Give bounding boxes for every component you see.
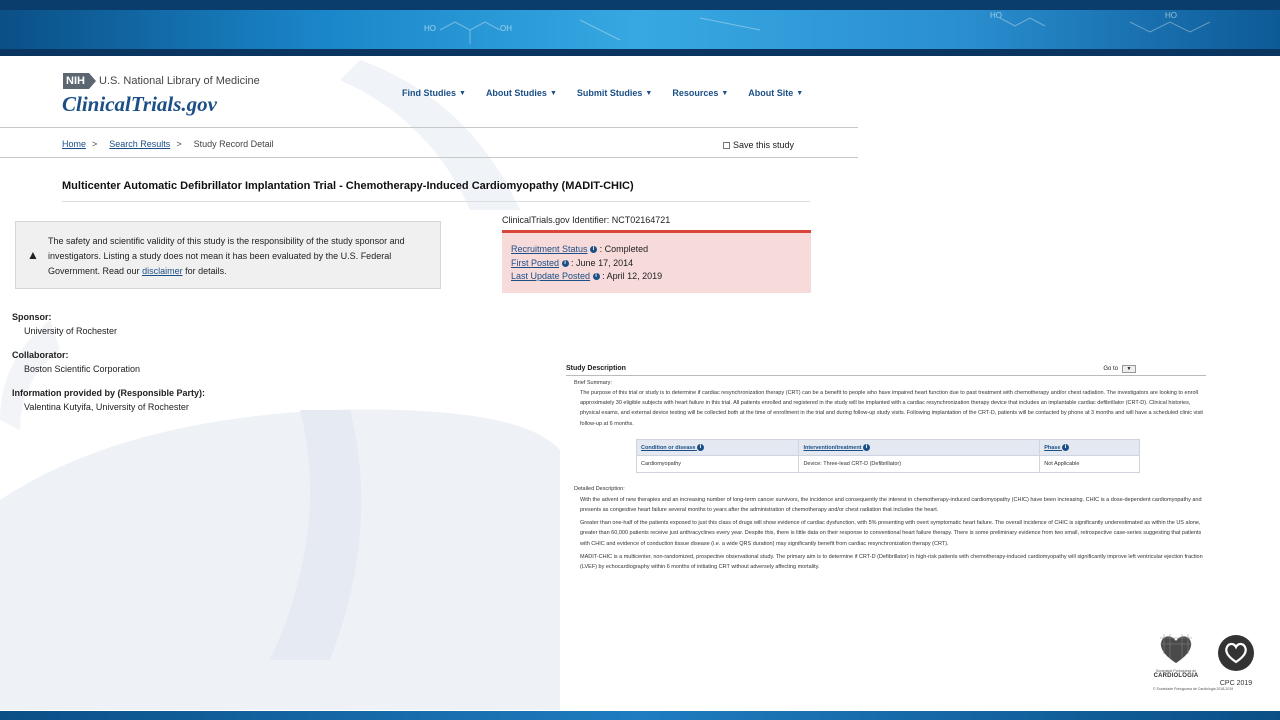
study-description — [566, 365, 1206, 572]
divider — [0, 127, 858, 128]
main-nav — [402, 88, 803, 98]
banner-text: OH — [500, 24, 512, 33]
caret-down-icon: ▼ — [645, 89, 653, 97]
bottom-bar — [0, 711, 1280, 720]
first-posted-row — [511, 257, 811, 271]
banner-text: HO — [424, 24, 436, 33]
sponsor-label: Sponsor: — [12, 312, 52, 322]
last-update-value: : April 12, 2019 — [602, 271, 663, 281]
cell-intervention: Device: Three-lead CRT-D (Defibrillator) — [799, 455, 1040, 472]
warning-icon: ▲ — [27, 248, 39, 262]
table-header-row — [637, 439, 1140, 455]
col-label: Phase — [1044, 444, 1061, 451]
recruitment-status-link[interactable]: Recruitment Status — [511, 244, 588, 254]
disclaimer-link[interactable]: disclaimer — [142, 266, 183, 276]
last-update-link[interactable]: Last Update Posted — [511, 271, 591, 281]
divider — [62, 201, 810, 202]
breadcrumb-separator: > — [176, 139, 182, 149]
sponsor-info — [12, 312, 205, 412]
nav-find-studies[interactable] — [402, 88, 466, 98]
save-study[interactable] — [723, 140, 794, 150]
info-icon[interactable]: i — [863, 444, 870, 451]
detailed-paragraph: Greater than one-half of the patients exposed to just this class of drugs will show evidence of cardiac dysfunction, with 5% presenting with overt symptomatic heart failure. The overall incidence of CHIC is significantly underestimated as within the US alone, greater than 60,000 patients receive just anthracyclines every year. Despite this, there is little data on their response to conventional heart failure therapy. There is some preliminary evidence from two small, retrospective case-series suggesting that patients with CHIC and evidence of conduction tissue disease (i.e. a wide QRS duration) may significantly benefit from cardiac resynchronization therapy (CRT). — [580, 520, 1202, 547]
nav-submit-studies[interactable] — [577, 88, 652, 98]
recruitment-status-value: : Completed — [599, 244, 649, 254]
nlm-header — [63, 73, 260, 89]
brief-summary-text: The purpose of this trial or study is to determine if cardiac resynchronization therapy (CRT) can be a benefit to people who have impaired heart function due to past treatment with chemotherapy and/or chest radiation. The investigators are looking to enroll approximately 30 eligible subjects with heart failure in this trial. All patients enrolled and registered in the study will be implanted with a cardiac resynchronization therapy device that includes an implantable cardiac defibrillator (CRT-D). Clinical histories, physical exams, and external device testing will be collected both at the time of enrollment in the trial and during follow-up study visits. Following implantation of the CRT-D, patients will be contacted by phone at 3 months and will have a scheduled clinic visit follow-up at 6 months. — [580, 390, 1203, 427]
nav-resources[interactable] — [672, 88, 728, 98]
page-title: Multicenter Automatic Defibrillator Implantation Trial - Chemotherapy-Induced Cardiomyopathy (MADIT-CHIC) — [62, 180, 634, 192]
disclaimer-text-2: for details. — [182, 266, 227, 276]
nav-label: Resources — [672, 88, 719, 98]
cpc-heart-icon — [1217, 634, 1255, 672]
nav-about-studies[interactable] — [486, 88, 557, 98]
info-icon[interactable]: i — [1062, 444, 1069, 451]
site-logo[interactable]: ClinicalTrials.gov — [62, 92, 217, 116]
cell-phase: Not Applicable — [1040, 455, 1140, 472]
detailed-description-label: Detailed Description: — [574, 485, 625, 492]
nav-label: About Site — [748, 88, 794, 98]
goto-control[interactable] — [1103, 365, 1136, 373]
nav-label: Find Studies — [402, 88, 456, 98]
col-label: Intervention/treatment — [803, 444, 862, 451]
nav-label: Submit Studies — [576, 88, 643, 98]
nih-logo[interactable]: NIH — [63, 73, 89, 89]
col-label: Condition or disease — [641, 444, 696, 451]
spc-big-text: CARDIOLOGIA — [1153, 673, 1199, 679]
nav-label: About Studies — [485, 88, 547, 98]
disclaimer-box — [15, 221, 441, 289]
goto-label: Go to — [1103, 366, 1118, 372]
divider — [0, 157, 858, 158]
status-box — [502, 230, 811, 293]
responsible-party-value: Valentina Kutyifa, University of Rochester — [24, 402, 189, 412]
disclaimer-text-1: The safety and scientific validity of this study is the responsibility of the study sponsor and investigators. Listing a study does not mean it has been evaluated by the U.S. Federal Government. Read our — [48, 236, 405, 276]
save-study-label[interactable]: Save this study — [733, 140, 795, 150]
responsible-party-label: Information provided by (Responsible Party): — [12, 388, 206, 398]
nlm-title[interactable]: U.S. National Library of Medicine — [98, 75, 260, 87]
study-description-heading: Study Description — [566, 365, 626, 372]
brief-summary-label: Brief Summary: — [574, 380, 612, 386]
recruitment-status-row — [511, 243, 811, 257]
info-icon[interactable]: i — [590, 246, 597, 253]
spc-logo — [1152, 634, 1200, 679]
caret-down-icon: ▼ — [459, 89, 466, 97]
top-banner — [0, 0, 1280, 56]
caret-down-icon: ▼ — [796, 89, 804, 97]
conditions-table — [636, 439, 1140, 473]
cpc-label: CPC 2019 — [1219, 680, 1253, 687]
detailed-paragraph: With the advent of new therapies and an increasing number of long-term cancer survivors, the incidence and consequently the interest in chemotherapy-induced cardiomyopathy (CHIC) have been increasing. CHIC is a dose-dependent cardiomyopathy and presents as congestive heart failure several months to years after the administration of chemotherapy and/or chest radiation that includes the heart. — [580, 496, 1202, 514]
study-identifier: ClinicalTrials.gov Identifier: NCT02164721 — [502, 215, 671, 225]
caret-down-icon: ▼ — [721, 89, 729, 97]
caret-down-icon: ▼ — [549, 89, 557, 97]
disclaimer-text — [48, 234, 433, 279]
first-posted-value: : June 17, 2014 — [571, 257, 634, 268]
sponsor-value: University of Rochester — [24, 326, 118, 336]
banner-decoration — [0, 0, 1280, 56]
banner-text: HO — [1165, 11, 1177, 20]
last-update-row — [511, 270, 811, 284]
info-icon[interactable]: i — [593, 273, 600, 280]
col-condition[interactable] — [637, 439, 799, 455]
study-description-header — [566, 365, 1206, 376]
breadcrumb-separator: > — [92, 139, 98, 149]
copyright-text: © Sociedade Portuguesa de Cardiologia 2018-2019 — [1153, 687, 1234, 691]
breadcrumb-current: Study Record Detail — [193, 139, 274, 149]
info-icon[interactable]: i — [562, 260, 569, 267]
col-phase[interactable] — [1040, 439, 1140, 455]
banner-text: HO — [990, 11, 1002, 20]
cpc-logo — [1214, 634, 1258, 687]
cell-condition: Cardiomyopathy — [637, 455, 799, 472]
heart-grid-icon — [1158, 634, 1194, 664]
info-icon[interactable]: i — [697, 444, 704, 451]
nav-about-site[interactable] — [748, 88, 803, 98]
breadcrumb-search-results[interactable]: Search Results — [109, 139, 171, 149]
detailed-paragraph: MADIT-CHIC is a multicenter, non-randomized, prospective observational study. The primary aim is to determine if CRT-D (Defibrillator) in high-risk patients with chemotherapy-induced cardiomyopathy will significantly improve left ventricular ejection fraction (LVEF) by echocardiography within 6 months of initiating CRT without adversely affecting mortality. — [580, 553, 1203, 571]
breadcrumb — [62, 139, 274, 149]
goto-dropdown[interactable]: ▼ — [1122, 365, 1136, 373]
collaborator-label: Collaborator: — [12, 350, 69, 360]
banner-bottom-stripe — [0, 49, 1280, 56]
spc-small-text: Sociedade Portuguesa de — [1155, 669, 1197, 673]
col-intervention[interactable] — [799, 439, 1040, 455]
first-posted-link[interactable]: First Posted — [511, 257, 560, 268]
breadcrumb-home[interactable]: Home — [62, 139, 87, 149]
save-study-checkbox[interactable] — [723, 142, 730, 149]
collaborator-value: Boston Scientific Corporation — [24, 364, 141, 374]
table-row — [637, 455, 1140, 472]
